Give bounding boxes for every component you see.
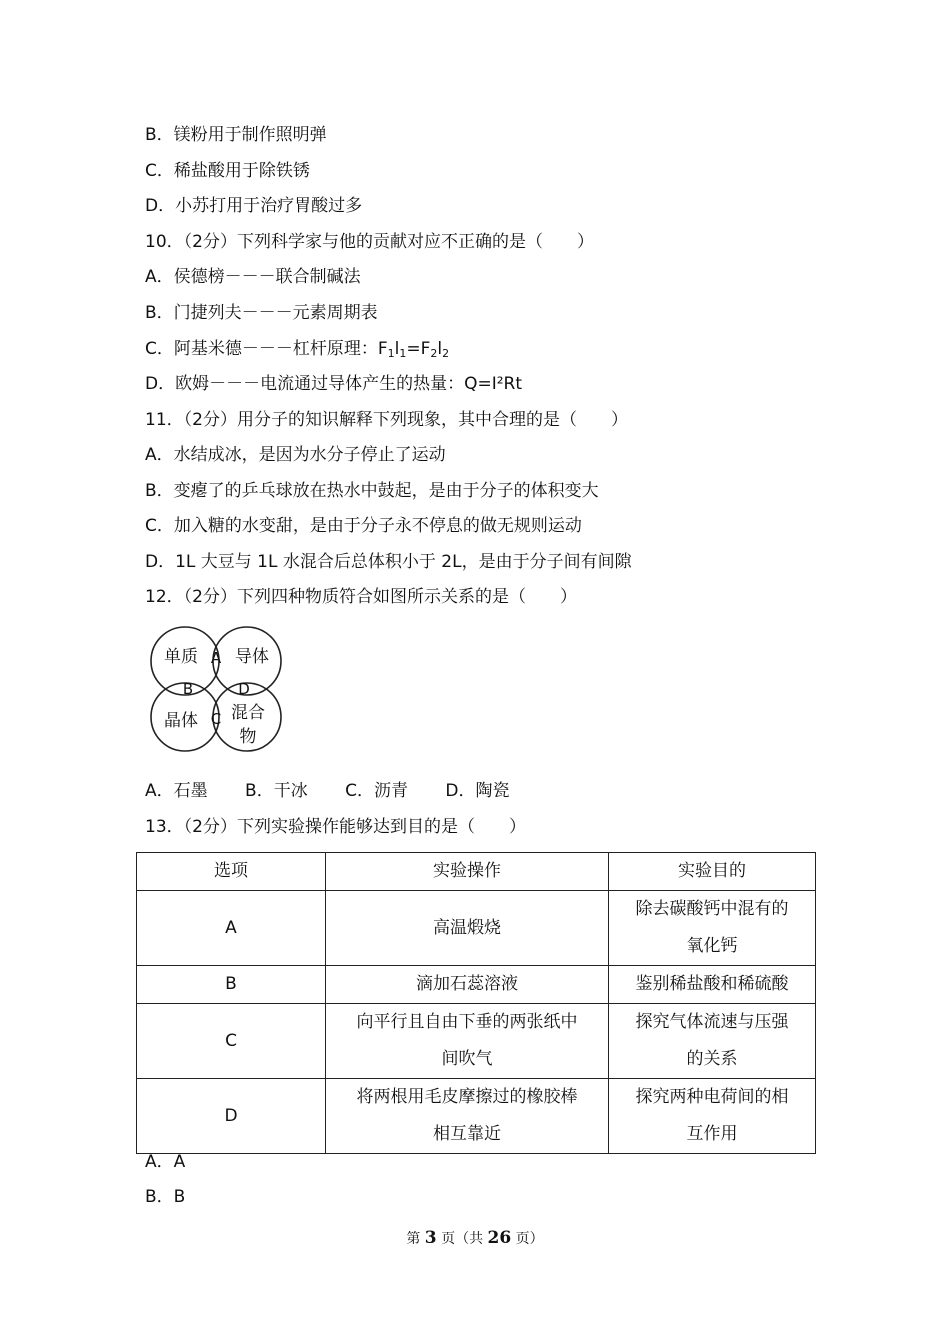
q11-stem: 11．（2分）用分子的知识解释下列现象，其中合理的是（ ） (145, 410, 628, 430)
q12-option-d: D．陶瓷 (445, 781, 510, 801)
venn-region-c: C (210, 710, 222, 728)
venn-label-bottom-right-1: 混合 (231, 703, 265, 723)
venn-label-top-right: 导体 (235, 647, 269, 667)
lever-formula: $F_1l_1=F_2l_2$ (377, 339, 450, 360)
q11-option-c: C．加入糖的水变甜，是由于分子永不停息的做无规则运动 (145, 516, 582, 536)
page-footer (0, 1228, 950, 1248)
q13-stem: 13．（2分）下列实验操作能够达到目的是（ ） (145, 817, 526, 837)
q10-option-c (145, 337, 449, 366)
q12-option-a: A．石墨 (145, 781, 208, 801)
row-goal (609, 891, 816, 966)
q10-option-a: A．侯德榜－－－联合制碱法 (145, 267, 361, 287)
q10-option-b: B．门捷列夫－－－元素周期表 (145, 303, 378, 323)
header-goal: 实验目的 (609, 853, 816, 891)
q10-option-d (145, 372, 522, 396)
q13-option-b: B．B (145, 1187, 186, 1207)
row-operation-line: 间吹气 (441, 1049, 493, 1069)
venn-region-b: B (182, 680, 194, 698)
venn-region-d: D (238, 680, 250, 698)
row-goal-line: 的关系 (686, 1049, 738, 1069)
q10-option-d-text: D．欧姆－－－电流通过导体产生的热量： (145, 374, 465, 394)
row-option: A (137, 891, 326, 966)
footer-mid: 页（共 (441, 1231, 484, 1247)
q10-option-c-text: C．阿基米德－－－杠杆原理： (145, 339, 378, 359)
table-row (137, 1004, 816, 1079)
table-row (137, 966, 816, 1004)
footer-page-number: 3 (424, 1228, 437, 1248)
row-operation: 高温煅烧 (326, 891, 609, 966)
venn-diagram (145, 624, 290, 752)
row-operation-line: 将两根用毛皮摩擦过的橡胶棒 (356, 1087, 578, 1107)
header-option: 选项 (137, 853, 326, 891)
venn-region-a: A (210, 649, 222, 667)
venn-label-bottom-left: 晶体 (164, 711, 198, 731)
row-goal-line: 互作用 (686, 1124, 738, 1144)
row-goal (609, 1079, 816, 1154)
row-operation: 滴加石蕊溶液 (326, 966, 609, 1004)
row-operation (326, 1079, 609, 1154)
row-goal-line: 除去碳酸钙中混有的 (635, 899, 789, 919)
q11-option-b: B．变瘪了的乒乓球放在热水中鼓起，是由于分子的体积变大 (145, 481, 599, 501)
row-goal (609, 1004, 816, 1079)
footer-post: 页） (515, 1231, 544, 1247)
row-option: B (137, 966, 326, 1004)
q11-option-d: D．1L 大豆与 1L 水混合后总体积小于 2L，是由于分子间有间隙 (145, 552, 632, 572)
row-operation-line: 相互靠近 (433, 1124, 501, 1144)
q9-option-c: C．稀盐酸用于除铁锈 (145, 161, 310, 181)
row-operation-line: 向平行且自由下垂的两张纸中 (356, 1012, 578, 1032)
q12-option-c: C．沥青 (345, 781, 408, 801)
q12-options (145, 779, 542, 803)
table-row (137, 891, 816, 966)
q10-stem: 10．（2分）下列科学家与他的贡献对应不正确的是（ ） (145, 232, 594, 252)
row-operation (326, 1004, 609, 1079)
row-goal-line: 探究两种电荷间的相 (635, 1087, 789, 1107)
footer-pre: 第 (406, 1231, 421, 1247)
header-operation: 实验操作 (326, 853, 609, 891)
q11-option-a: A．水结成冰，是因为水分子停止了运动 (145, 445, 446, 465)
joule-formula: Q=I²Rt (464, 374, 523, 394)
row-goal-line: 氧化钙 (686, 936, 738, 956)
q12-option-b: B．干冰 (245, 781, 308, 801)
venn-label-top-left: 单质 (164, 647, 198, 667)
row-goal: 鉴别稀盐酸和稀硫酸 (609, 966, 816, 1004)
table-row (137, 1079, 816, 1154)
row-option: D (137, 1079, 326, 1154)
q12-stem: 12．（2分）下列四种物质符合如图所示关系的是（ ） (145, 587, 577, 607)
row-goal-line: 探究气体流速与压强 (635, 1012, 789, 1032)
row-option: C (137, 1004, 326, 1079)
q9-option-b: B．镁粉用于制作照明弹 (145, 125, 327, 145)
table-header-row (137, 853, 816, 891)
venn-label-bottom-right-2: 物 (239, 727, 257, 747)
q13-option-a: A．A (145, 1152, 186, 1172)
q13-table (136, 852, 816, 1154)
footer-total-pages: 26 (487, 1228, 512, 1248)
q9-option-d: D．小苏打用于治疗胃酸过多 (145, 196, 363, 216)
